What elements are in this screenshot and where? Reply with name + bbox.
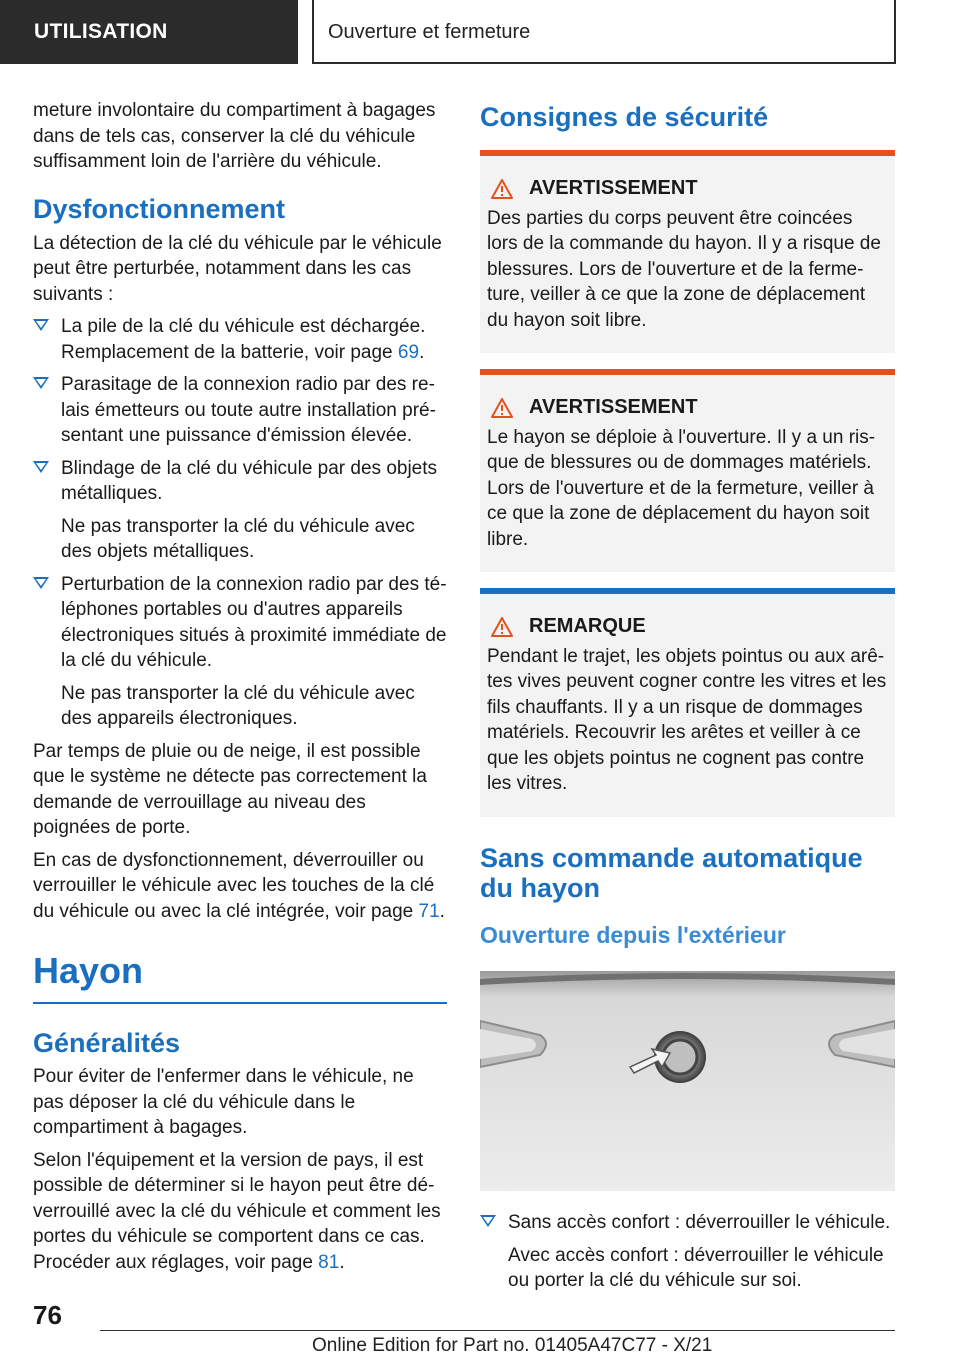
tailgate-photo — [480, 971, 895, 1191]
list-item-note: Avec accès confort : déverrouiller le véhicule ou porter la clé du véhicule sur soi. — [508, 1244, 884, 1291]
page-link[interactable]: 69 — [397, 341, 420, 363]
note-title: REMARQUE — [529, 615, 646, 637]
heading-generalites: Généralités — [33, 1028, 181, 1058]
bullet-triangle-icon — [33, 319, 49, 331]
rain-paragraph: Par temps de pluie ou de neige, il est possible que le système ne détecte pas correctement la demande de verrouillage au niveau des poignées de porte. — [33, 740, 427, 838]
heading-hayon: Hayon — [33, 950, 144, 991]
list-item-note: Ne pas transporter la clé du véhicule avec des objets métalliques. — [61, 515, 415, 562]
list-item: Parasitage de la connexion radio par des re-lais émetteurs ou toute autre installation pré-sentant une puissance d'émission élevée. — [33, 372, 447, 449]
warning-box — [480, 150, 895, 353]
bullet-triangle-icon — [33, 377, 49, 389]
right-column — [480, 102, 895, 1301]
ext-bullet-list — [480, 1210, 895, 1294]
list-item: Perturbation de la connexion radio par des té-léphones portables ou d'autres appareils électroniques situés à proximité immédiate de la clé du véhicule. Ne pas transporter la clé du véhicule avec des appareils électroniques. — [33, 572, 447, 732]
list-item: Blindage de la clé du véhicule par des objets métalliques. Ne pas transporter la clé du véhicule avec des objets métalliques. — [33, 456, 447, 565]
bullet-triangle-icon — [33, 577, 49, 589]
warning-text: Le hayon se déploie à l'ouverture. Il y a un ris-que de blessures ou de dommages matériels. Lors de l'ouverture et de la fermeture, veiller à ce que la zone de déplacement du hayon soit libre. — [487, 426, 876, 550]
chapter-title: Ouverture et fermeture — [312, 0, 896, 64]
fail-paragraph: En cas de dysfonctionnement, déverrouiller ou verrouiller le véhicule avec les touches de la clé du véhicule ou avec la clé intégrée, voir page 71. — [33, 849, 445, 922]
heading-ouverture-exterieur: Ouverture depuis l'extérieur — [480, 921, 786, 948]
dys-intro: La détection de la clé du véhicule par le véhicule peut être perturbée, notamment dans les cas suivants : — [33, 232, 442, 305]
list-item-note: Ne pas transporter la clé du véhicule avec des appareils électroniques. — [61, 682, 415, 729]
intro-paragraph: meture involontaire du compartiment à bagages dans de tels cas, conserver la clé du véhicule suffisamment loin de l'arrière du véhicule. — [33, 100, 436, 172]
warning-text: Des parties du corps peuvent être coincées lors de la commande du hayon. Il y a risque de blessures. Lors de l'ouverture et de la ferme-ture, veiller à ce que la zone de déplacement du hayon soit libre. — [487, 207, 881, 331]
warning-triangle-icon — [491, 617, 513, 637]
note-box — [480, 588, 895, 817]
warning-title: AVERTISSEMENT — [529, 396, 698, 418]
page-header — [0, 0, 960, 66]
heading-sans-commande: Sans commande automatique du hayon — [480, 842, 863, 903]
page-link[interactable]: 81 — [318, 1251, 340, 1273]
bullet-triangle-icon — [33, 461, 49, 473]
warning-box — [480, 369, 895, 572]
gen-paragraph-1: Pour éviter de l'enfermer dans le véhicule, ne pas déposer la clé du véhicule dans le compartiment à bagages. — [33, 1066, 414, 1138]
edition-text: Online Edition for Part no. 01405A47C77 - X/21 — [312, 1335, 713, 1356]
gen-paragraph-2: Selon l'équipement et la version de pays, il est possible de déterminer si le hayon peut être dé-verrouillé avec la clé du véhicule et comment les portes du véhicule se comportent dans ce cas. Procéder aux réglages, voir page 81. — [33, 1149, 441, 1273]
heading-rule — [33, 1002, 447, 1004]
warning-title: AVERTISSEMENT — [529, 177, 698, 199]
list-item: La pile de la clé du véhicule est déchargée. Remplacement de la batterie, voir page 69. — [33, 314, 447, 365]
footer-rule — [100, 1330, 895, 1331]
warning-triangle-icon — [491, 179, 513, 199]
warning-triangle-icon — [491, 398, 513, 418]
note-text: Pendant le trajet, les objets pointus ou aux arê-tes vives peuvent cogner contre les vitres et les fils chauffants. Il y a un risque de dommages matériels. Recouvrir les arêtes et veiller à ce que les objets pointus ne cognent pas contre les vitres. — [487, 645, 887, 794]
page-number: 76 — [33, 1300, 62, 1330]
dys-bullet-list — [33, 314, 447, 732]
left-column — [33, 98, 447, 1282]
heading-consignes: Consignes de sécurité — [480, 102, 769, 132]
heading-dysfonctionnement: Dysfonctionnement — [33, 193, 286, 224]
bullet-triangle-icon — [480, 1215, 496, 1227]
page-link[interactable]: 71 — [418, 900, 440, 922]
list-item: Sans accès confort : déverrouiller le véhicule. Avec accès confort : déverrouiller le véhicule ou porter la clé du véhicule sur soi. — [480, 1210, 895, 1294]
section-tab: UTILISATION — [0, 0, 298, 64]
